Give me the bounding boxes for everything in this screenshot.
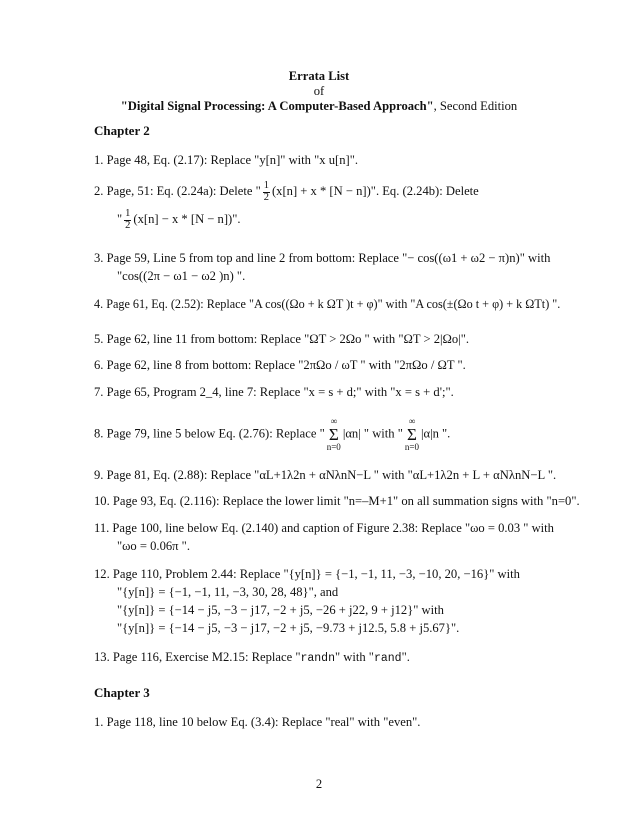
summation-1 bbox=[327, 417, 341, 452]
ch2-entry-8-text-c: |α|n ". bbox=[420, 426, 451, 441]
ch2-entry-7: 7. Page 65, Program 2_4, line 7: Replace "x = s + d;" with "x = s + d';". bbox=[94, 385, 454, 399]
ch2-entry-2-text-a: 2. Page, 51: Eq. (2.24a): Delete " bbox=[94, 183, 261, 198]
sum-top: ∞ bbox=[330, 416, 337, 426]
summation-2 bbox=[405, 417, 419, 452]
frac-num: 1 bbox=[263, 180, 269, 191]
ch2-entry-8-text-b: |αn| " with " bbox=[342, 426, 403, 441]
ch2-entry-9: 9. Page 81, Eq. (2.88): Replace "αL+1λ2n + αNλnN−L " with "αL+1λ2n + L + αNλnN−L ". bbox=[94, 468, 557, 482]
ch2-entry-12-line3: "{y[n]} = {−14 − j5, −3 − j17, −2 + j5, −26 + j22, 9 + j12}" with bbox=[117, 603, 444, 617]
doc-of: of bbox=[313, 84, 325, 98]
ch2-entry-2-line1 bbox=[94, 181, 479, 203]
chapter3-heading: Chapter 3 bbox=[94, 685, 150, 700]
fraction-half bbox=[263, 181, 270, 203]
code-randn: randn bbox=[300, 652, 335, 665]
ch2-entry-6: 6. Page 62, line 8 from bottom: Replace "2πΩo / ωT " with "2πΩo / ΩT ". bbox=[94, 358, 466, 372]
ch2-entry-11-line2: "ωo = 0.06π ". bbox=[117, 539, 190, 553]
ch2-entry-8-text-a: 8. Page 79, line 5 below Eq. (2.76): Replace " bbox=[94, 426, 325, 441]
ch3-entry-1: 1. Page 118, line 10 below Eq. (3.4): Replace "real" with "even". bbox=[94, 715, 421, 729]
ch2-entry-1: 1. Page 48, Eq. (2.17): Replace "y[n]" with "x u[n]". bbox=[94, 153, 358, 167]
book-edition: , Second Edition bbox=[433, 99, 518, 113]
sigma-symbol-2: Σ bbox=[406, 425, 417, 444]
ch2-entry-3-line1: 3. Page 59, Line 5 from top and line 2 from bottom: Replace "− cos((ω1 + ω2 − π)n)" with bbox=[94, 251, 551, 265]
code-rand: rand bbox=[373, 652, 402, 665]
ch2-entry-3-line2: "cos((2π − ω1 − ω2 )n) ". bbox=[117, 269, 246, 283]
frac-den: 2 bbox=[263, 191, 269, 203]
ch2-entry-4: 4. Page 61, Eq. (2.52): Replace "A cos((Ωo + k ΩT )t + φ)" with "A cos(±(Ωo t + φ) + k ΩTt) ". bbox=[94, 297, 561, 311]
frac-den-2: 2 bbox=[125, 219, 131, 231]
doc-book-line bbox=[0, 99, 638, 113]
ch2-entry-12-line2: "{y[n]} = {−1, −1, 11, −3, 30, 28, 48}", and bbox=[117, 585, 339, 599]
ch2-entry-12-line1: 12. Page 110, Problem 2.44: Replace "{y[n]} = {−1, −1, 11, −3, −10, 20, −16}" with bbox=[94, 567, 520, 581]
book-title: "Digital Signal Processing: A Computer-Based Approach" bbox=[120, 99, 434, 113]
fraction-half-2 bbox=[124, 209, 131, 231]
frac-num-2: 1 bbox=[125, 208, 131, 219]
ch2-entry-10: 10. Page 93, Eq. (2.116): Replace the lower limit "n=–M+1" on all summation signs with "n=0". bbox=[94, 494, 580, 508]
ch2-entry-5: 5. Page 62, line 11 from bottom: Replace "ΩT > 2Ωo " with "ΩT > 2|Ωo|". bbox=[94, 332, 470, 346]
ch2-entry-13-text-b: " with " bbox=[334, 650, 374, 664]
ch2-entry-13-text-a: 13. Page 116, Exercise M2.15: Replace " bbox=[94, 650, 301, 664]
sum2-bottom: n=0 bbox=[404, 442, 419, 452]
ch2-entry-2-text-c: " bbox=[117, 211, 123, 226]
ch2-entry-13 bbox=[94, 650, 410, 665]
ch2-entry-8 bbox=[94, 417, 450, 452]
sum-bottom: n=0 bbox=[326, 442, 341, 452]
doc-title: Errata List bbox=[288, 69, 350, 83]
ch2-entry-13-text-c: ". bbox=[401, 650, 410, 664]
chapter2-heading: Chapter 2 bbox=[94, 123, 150, 138]
page-number: 2 bbox=[315, 777, 323, 791]
sigma-symbol: Σ bbox=[328, 425, 339, 444]
ch2-entry-12-line4: "{y[n]} = {−14 − j5, −3 − j17, −2 + j5, −9.73 + j12.5, 5.8 + j5.67}". bbox=[117, 621, 460, 635]
ch2-entry-2-text-d: (x[n] − x * [N − n])". bbox=[133, 211, 241, 226]
ch2-entry-2-text-b: (x[n] + x * [N − n])". Eq. (2.24b): Delete bbox=[271, 183, 479, 198]
ch2-entry-11-line1: 11. Page 100, line below Eq. (2.140) and caption of Figure 2.38: Replace "ωo = 0.03 " with bbox=[94, 521, 554, 535]
ch2-entry-2-line2 bbox=[117, 209, 241, 231]
sum2-top: ∞ bbox=[408, 416, 416, 426]
